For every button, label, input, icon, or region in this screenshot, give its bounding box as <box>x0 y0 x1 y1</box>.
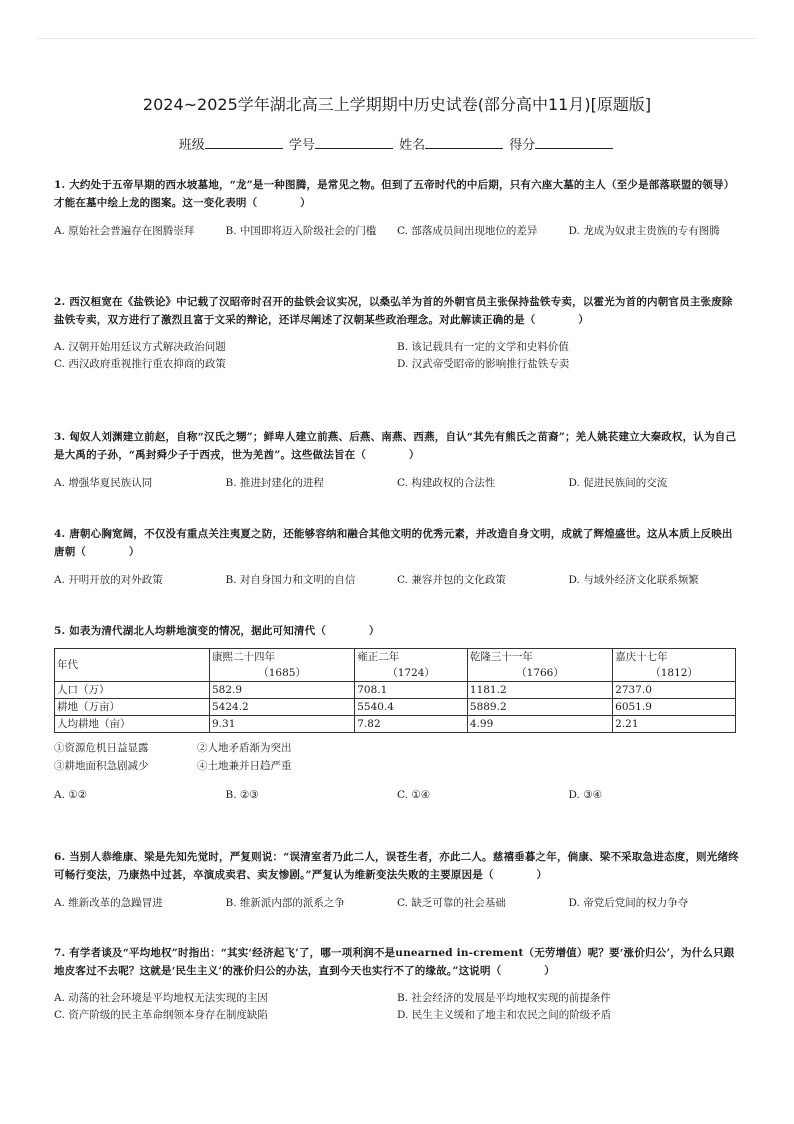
question-4 <box>54 525 740 589</box>
table-cell: 2.21 <box>613 716 736 733</box>
farmland-table <box>54 648 736 733</box>
student-id-label: 学号 <box>288 138 315 153</box>
table-cell: 5540.4 <box>355 699 468 716</box>
option-list <box>54 572 740 589</box>
table-cell: 2737.0 <box>613 682 736 699</box>
table-row <box>55 716 736 733</box>
question-stem: 2. 西汉桓宽在《盐铁论》中记载了汉昭帝时召开的盐铁会议实况，以桑弘羊为首的外朝官员主张保持盐铁专卖，以霍光为首的内朝官员主张废除盐铁专卖，双方进行了激烈且富于文采的辩论，还详尽阐述了汉朝某些政治理念。对此解读正确的是（ ） <box>54 296 733 326</box>
question-stem: 7. 有学者谈及“平均地权”时指出：“其实‘经济起飞’了，哪一项利润不是unearned in-crement（无劳增值）呢？要‘涨价归公’，为什么只跟地皮客过不去呢？这就是‘民生主义’的涨价归公的办法，直到今天也实行不了的缘故。”这说明（ ） <box>54 947 735 977</box>
student-info-line <box>0 134 794 153</box>
option-c[interactable]: C. 资产阶级的民主革命纲领本身存在制度缺陷 <box>54 1009 268 1021</box>
table-cell: 年代 <box>55 649 210 682</box>
table-cell: 人口（万） <box>55 682 210 699</box>
table-cell <box>355 649 468 682</box>
option-a[interactable]: A. 维新改革的急躁冒进 <box>54 897 163 909</box>
name-blank[interactable] <box>425 136 503 149</box>
statement-item: ③耕地面积急剧减少 <box>54 760 149 772</box>
statement-item: ①资源危机日益显露 <box>54 742 149 754</box>
option-list <box>54 223 740 240</box>
option-b[interactable]: B. 社会经济的发展是平均地权实现的前提条件 <box>397 992 611 1004</box>
question-stem: 4. 唐朝心胸宽阔，不仅没有重点关注夷夏之防，还能够容纳和融合其他文明的优秀元素，并改造自身文明，成就了辉煌盛世。这从本质上反映出唐朝（ ） <box>54 528 733 558</box>
statement-item: ④土地兼并日趋严重 <box>197 760 292 772</box>
question-stem: 3. 匈奴人刘渊建立前赵，自称“汉氏之甥”；鲜卑人建立前燕、后燕、南燕、西燕，自认“其先有熊氏之苗裔”；羌人姚苌建立大秦政权，认为自己是大禹的子孙，“禹封舜少子于西戎，世为羌酋”。这些做法旨在（ ） <box>54 431 737 461</box>
question-3 <box>54 428 740 492</box>
year-label: 嘉庆十七年 <box>615 651 668 663</box>
option-c[interactable]: C. 构建政权的合法性 <box>397 477 496 489</box>
option-a[interactable]: A. 增强华夏民族认同 <box>54 477 153 489</box>
table-cell <box>613 649 736 682</box>
table-cell <box>210 649 355 682</box>
option-d[interactable]: D. 汉武帝受昭帝的影响推行盐铁专卖 <box>397 358 570 370</box>
option-c[interactable]: C. 西汉政府重视推行重农抑商的政策 <box>54 358 226 370</box>
statement-list <box>54 739 740 775</box>
question-5 <box>54 622 740 804</box>
option-list <box>54 990 740 1024</box>
option-b[interactable]: B. ②③ <box>225 789 259 801</box>
year-number: （1685） <box>258 667 306 679</box>
table-cell: 1181.2 <box>467 682 612 699</box>
question-2 <box>54 293 740 373</box>
year-label: 乾隆三十一年 <box>469 651 533 663</box>
table-cell: 708.1 <box>355 682 468 699</box>
option-list <box>54 475 740 492</box>
score-blank[interactable] <box>535 136 613 149</box>
top-divider <box>38 38 756 39</box>
year-label: 雍正二年 <box>357 651 400 663</box>
option-d[interactable]: D. 与域外经济文化联系频繁 <box>568 574 699 586</box>
option-a[interactable]: A. 原始社会普遍存在图腾崇拜 <box>54 225 195 237</box>
name-field <box>399 134 505 153</box>
question-stem: 6. 当别人恭维康、梁是先知先觉时，严复则说：“误清室者乃此二人，误苍生者，亦此二人。慈禧垂暮之年，倘康、梁不采取急进态度，则光绪终可畅行变法，乃康热中过甚，卒演成卖君、卖友惨剧。”严复认为维新变法失败的主要原因是（ ） <box>54 851 739 881</box>
option-c[interactable]: C. 兼容并包的文化政策 <box>397 574 506 586</box>
option-a[interactable]: A. 汉朝开始用廷议方式解决政治问题 <box>54 341 226 353</box>
table-cell: 耕地（万亩） <box>55 699 210 716</box>
option-b[interactable]: B. 中国即将迈入阶级社会的门槛 <box>225 225 377 237</box>
question-stem: 5. 如表为清代湖北人均耕地演变的情况，据此可知清代（ ） <box>54 625 380 637</box>
statement-item: ②人地矛盾渐为突出 <box>197 742 292 754</box>
name-label: 姓名 <box>399 138 426 153</box>
year-number: （1724） <box>387 667 435 679</box>
table-row <box>55 699 736 716</box>
table-cell: 5889.2 <box>467 699 612 716</box>
student-id-blank[interactable] <box>315 136 393 149</box>
class-label: 班级 <box>178 138 205 153</box>
option-list <box>54 339 740 373</box>
option-d[interactable]: D. 帝党后党间的权力争夺 <box>568 897 689 909</box>
option-b[interactable]: B. 该记载具有一定的文学和史料价值 <box>397 341 569 353</box>
score-label: 得分 <box>509 138 536 153</box>
option-list <box>54 895 740 912</box>
option-d[interactable]: D. 促进民族间的交流 <box>568 477 668 489</box>
score-field <box>509 134 615 153</box>
option-d[interactable]: D. 民生主义缓和了地主和农民之间的阶级矛盾 <box>397 1009 612 1021</box>
option-d[interactable]: D. 龙成为奴隶主贵族的专有图腾 <box>568 225 720 237</box>
year-number: （1812） <box>650 667 698 679</box>
option-d[interactable]: D. ③④ <box>568 789 603 801</box>
class-blank[interactable] <box>205 136 283 149</box>
table-cell: 6051.9 <box>613 699 736 716</box>
option-b[interactable]: B. 对自身国力和文明的自信 <box>225 574 356 586</box>
option-b[interactable]: B. 维新派内部的派系之争 <box>225 897 345 909</box>
table-cell: 人均耕地（亩） <box>55 716 210 733</box>
table-row <box>55 682 736 699</box>
option-c[interactable]: C. 部落成员间出现地位的差异 <box>397 225 538 237</box>
table-cell: 9.31 <box>210 716 355 733</box>
option-list <box>54 787 740 804</box>
question-1 <box>54 176 740 240</box>
table-cell: 582.9 <box>210 682 355 699</box>
table-cell <box>467 649 612 682</box>
table-cell: 5424.2 <box>210 699 355 716</box>
option-a[interactable]: A. ①② <box>54 789 88 801</box>
page-title: 2024~2025学年湖北高三上学期期中历史试卷(部分高中11月)[原题版] <box>142 95 652 114</box>
question-7 <box>54 944 740 1024</box>
option-c[interactable]: C. ①④ <box>397 789 431 801</box>
table-row <box>55 649 736 682</box>
question-stem: 1. 大约处于五帝早期的西水坡墓地，“龙”是一种图腾，是常见之物。但到了五帝时代的中后期，只有六座大墓的主人（至少是部落联盟的领导）才能在墓中绘上龙的图案。这一变化表明（ ） <box>54 179 735 209</box>
option-c[interactable]: C. 缺乏可靠的社会基础 <box>397 897 506 909</box>
option-a[interactable]: A. 开明开放的对外政策 <box>54 574 163 586</box>
class-field <box>179 134 285 153</box>
table-cell: 4.99 <box>467 716 612 733</box>
year-number: （1766） <box>516 667 564 679</box>
option-b[interactable]: B. 推进封建化的进程 <box>225 477 324 489</box>
year-label: 康熙二十四年 <box>212 651 275 663</box>
option-a[interactable]: A. 动荡的社会环境是平均地权无法实现的主因 <box>54 992 268 1004</box>
question-6 <box>54 848 740 912</box>
student-id-field <box>289 134 395 153</box>
table-cell: 7.82 <box>355 716 468 733</box>
